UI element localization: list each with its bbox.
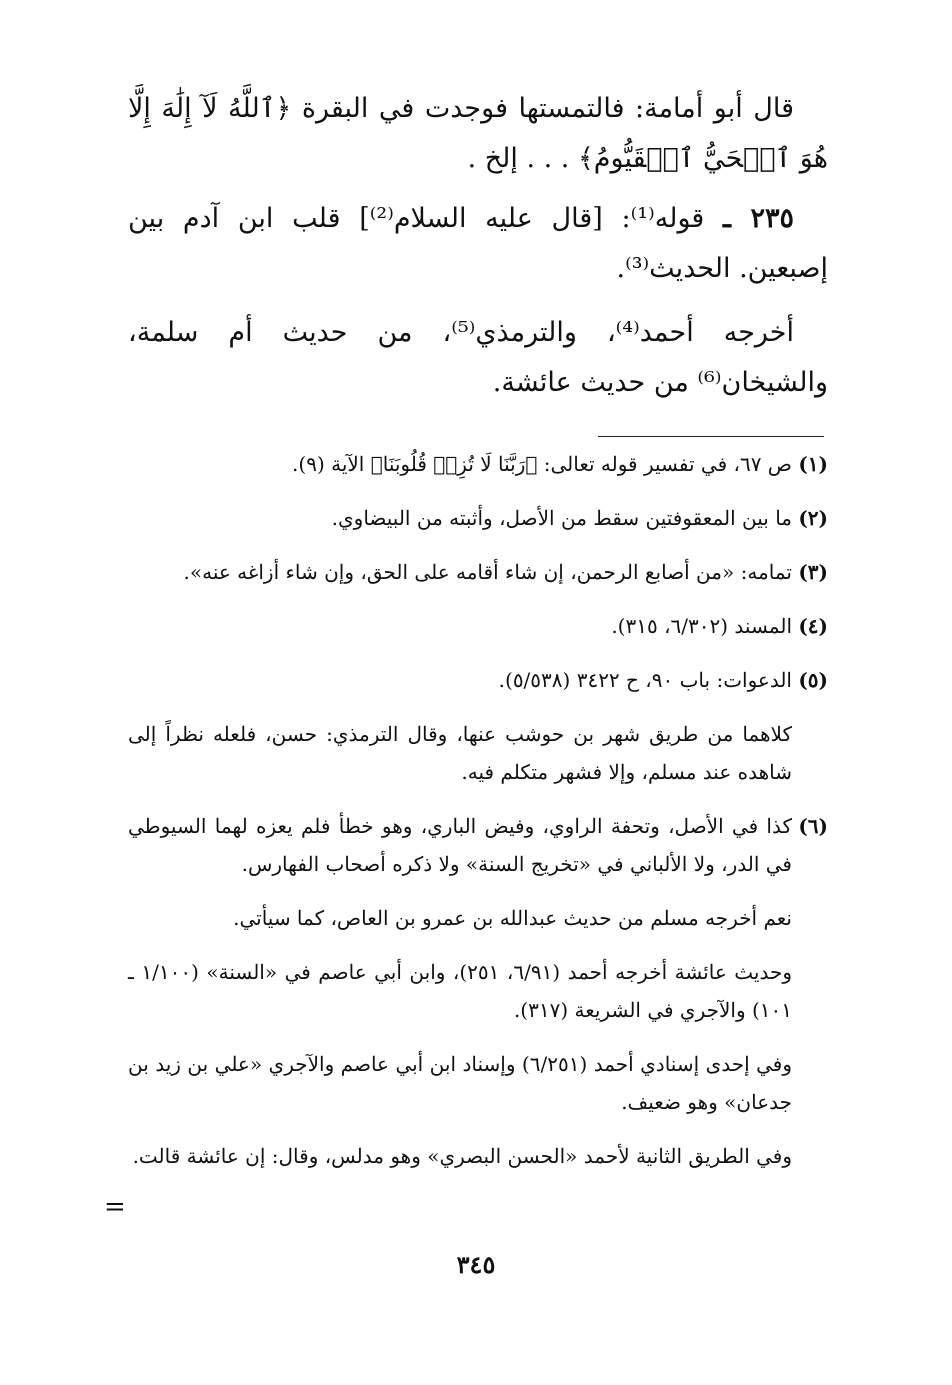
footnote-number: (٢) [798, 506, 828, 530]
main-text [128, 84, 828, 422]
footnote-text: المسند (٦/٣٠٢، ٣١٥). [611, 614, 792, 638]
footnote-text: ص ٦٧، في تفسير قوله تعالى: ﴿رَبَّنَا لَا تُزِغۡ قُلُوبَنَا﴾ الآية (٩). [292, 452, 792, 476]
footnote-number: (٣) [798, 560, 828, 584]
footnote-item [128, 499, 828, 537]
footnote-item [128, 553, 828, 591]
footnote-number: (٤) [798, 614, 828, 638]
footnote-continuation: وفي الطريق الثانية لأحمد «الحسن البصري» وهو مدلس، وقال: إن عائشة قالت. [132, 1144, 792, 1168]
paragraph-abu-umama: قال أبو أمامة: فالتمستها فوجدت في البقرة ﴿ٱللَّهُ لَآ إِلَٰهَ إِلَّا هُوَ ٱلۡحَيُّ ٱلۡقَيُّومُ﴾ . . . إلخ . [128, 93, 828, 174]
entry-text: قوله⁽¹⁾: [قال عليه السلام⁽²⁾] قلب ابن آدم بين إصبعين. الحديث⁽³⁾. [128, 203, 828, 284]
footnote-number: (٥) [798, 668, 828, 692]
footnote-number: (٦) [798, 814, 828, 838]
footnote-continuation: كلاهما من طريق شهر بن حوشب عنها، وقال الترمذي: حسن، فلعله نظراً إلى شاهده عند مسلم، وإلا فشهر متكلم فيه. [128, 722, 792, 784]
footnote-continuation: وحديث عائشة أخرجه أحمد (٦/٩١، ٢٥١)، وابن أبي عاصم في «السنة» (١/١٠٠ ـ ١٠١) والآجري في الشريعة (٣١٧). [128, 960, 793, 1022]
footnote-item [128, 607, 828, 645]
footnote-separator [598, 436, 824, 437]
footnote-text: ما بين المعقوفتين سقط من الأصل، وأثبته من البيضاوي. [331, 506, 792, 530]
footnote-item [128, 807, 828, 883]
footnote-text: كذا في الأصل، وتحفة الراوي، وفيض الباري، وهو خطأ فلم يعزه لهما السيوطي في الدر، ولا الألباني في «تخريج السنة» ولا ذكره أصحاب الفهارس. [128, 814, 792, 876]
footnote-text: تمامه: «من أصابع الرحمن، إن شاء أقامه على الحق، وإن شاء أزاغه عنه». [183, 560, 792, 584]
footnote-number: (١) [798, 452, 828, 476]
footnote-item [128, 661, 828, 699]
paragraph-takhrij: أخرجه أحمد⁽⁴⁾، والترمذي⁽⁵⁾، من حديث أم سلمة، والشيخان⁽⁶⁾ من حديث عائشة. [128, 317, 828, 398]
footnote-text: الدعوات: باب ٩٠، ح ٣٤٢٢ (٥/٥٣٨). [498, 668, 792, 692]
continuation-marker: = [104, 1192, 126, 1222]
entry-number: ٢٣٥ ـ [723, 203, 794, 234]
paragraph-hadith-235 [128, 194, 828, 294]
footnote-continuation: نعم أخرجه مسلم من حديث عبدالله بن عمرو بن العاص، كما سيأتي. [233, 906, 792, 930]
footnotes [128, 445, 828, 1191]
page-number: ٣٤٥ [456, 1250, 496, 1279]
footnote-item [128, 445, 828, 483]
footnote-continuation: وفي إحدى إسنادي أحمد (٦/٢٥١) وإسناد ابن أبي عاصم والآجري «علي بن زيد بن جدعان» وهو ضعيف. [128, 1052, 792, 1114]
